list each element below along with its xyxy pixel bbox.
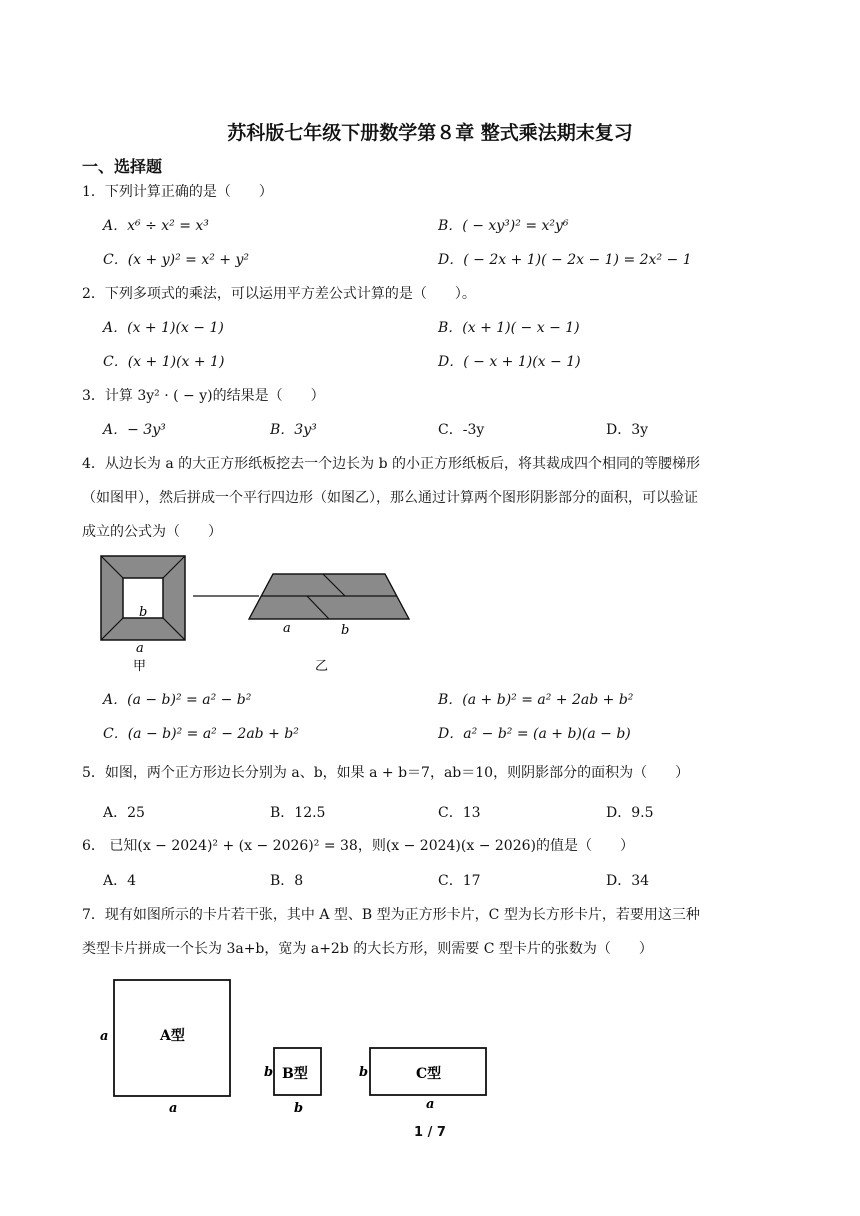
q1-option-b: B．( − xy³)² = x²y⁶ bbox=[438, 218, 569, 234]
label-a-yi: a bbox=[283, 621, 291, 636]
card-c-label: C型 bbox=[416, 1066, 442, 1082]
q4-stem-line2: （如图甲），然后拼成一个平行四边形（如图乙），那么通过计算两个图形阴影部分的面积，可以验证 bbox=[82, 490, 698, 506]
section-heading: 一、选择题 bbox=[82, 157, 163, 176]
q5-option-a: A．25 bbox=[103, 805, 145, 821]
card-b-side: b bbox=[264, 1065, 274, 1080]
q4-stem-line1: 4．从边长为 a 的大正方形纸板挖去一个边长为 b 的小正方形纸板后，将其裁成四个相同的等腰梯形 bbox=[82, 456, 701, 472]
q4-stem-line3: 成立的公式为（ ） bbox=[82, 524, 222, 540]
q2-option-c: C．(x + 1)(x + 1) bbox=[103, 354, 225, 370]
document-title: 苏科版七年级下册数学第８章 整式乘法期末复习 bbox=[227, 122, 633, 144]
q6-option-d: D．34 bbox=[606, 873, 650, 889]
q5-option-d: D．9.5 bbox=[606, 805, 654, 821]
card-a-side: a bbox=[100, 1029, 109, 1044]
q6-option-c: C．17 bbox=[438, 873, 481, 889]
q3-option-d: D．3y bbox=[606, 422, 649, 438]
label-jia: 甲 bbox=[133, 659, 147, 674]
q4-option-d: D．a² − b² = (a + b)(a − b) bbox=[438, 726, 631, 742]
q2-stem: 2．下列多项式的乘法，可以运用平方差公式计算的是（ ）。 bbox=[82, 286, 476, 302]
card-c-side: b bbox=[359, 1065, 369, 1080]
card-c-bottom: a bbox=[426, 1097, 435, 1112]
q6-option-a: A．4 bbox=[103, 873, 137, 889]
q1-option-d: D．( − 2x + 1)( − 2x − 1) = 2x² − 1 bbox=[438, 252, 692, 268]
q1-option-a: A．x⁶ ÷ x² = x³ bbox=[103, 218, 209, 234]
q3-option-b: B．3y³ bbox=[270, 422, 317, 438]
q1-option-c: C．(x + y)² = x² + y² bbox=[103, 252, 249, 268]
q5-stem: 5．如图，两个正方形边长分别为 a、b，如果 a + b＝7，ab＝10，则阴影部分的面积为（ ） bbox=[82, 765, 690, 781]
card-a-label: A型 bbox=[160, 1028, 185, 1044]
q4-option-c: C．(a − b)² = a² − 2ab + b² bbox=[103, 726, 299, 742]
q5-option-b: B．12.5 bbox=[270, 805, 326, 821]
q7-card-figure bbox=[96, 972, 496, 1118]
label-yi: 乙 bbox=[315, 659, 329, 674]
card-b-label: B型 bbox=[282, 1066, 308, 1082]
q4-figure bbox=[95, 550, 425, 680]
label-b-jia: b bbox=[139, 605, 148, 620]
q5-option-c: C．13 bbox=[438, 805, 481, 821]
q2-option-d: D．( − x + 1)(x − 1) bbox=[438, 354, 581, 370]
q2-option-b: B．(x + 1)( − x − 1) bbox=[438, 320, 580, 336]
q3-option-a: A．− 3y³ bbox=[103, 422, 166, 438]
q7-stem-line1: 7．现有如图所示的卡片若干张，其中 A 型、B 型为正方形卡片，C 型为长方形卡片，若要用这三种 bbox=[82, 907, 700, 923]
label-b-yi: b bbox=[341, 623, 350, 638]
q6-stem: 6． 已知(x − 2024)² + (x − 2026)² = 38，则(x − 2024)(x − 2026)的值是（ ） bbox=[82, 838, 634, 854]
q3-option-c: C．-3y bbox=[438, 422, 485, 438]
q3-stem: 3．计算 3y² · ( − y)的结果是（ ） bbox=[82, 388, 325, 404]
q4-option-a: A．(a − b)² = a² − b² bbox=[103, 692, 252, 708]
page-number: 1 / 7 bbox=[414, 1125, 446, 1140]
q7-stem-line2: 类型卡片拼成一个长为 3a+b，宽为 a+2b 的大长方形，则需要 C 型卡片的张数为（ ） bbox=[82, 941, 653, 957]
q6-option-b: B．8 bbox=[270, 873, 304, 889]
q1-stem: 1．下列计算正确的是（ ） bbox=[82, 184, 273, 200]
q2-option-a: A．(x + 1)(x − 1) bbox=[103, 320, 224, 336]
card-b-bottom: b bbox=[294, 1101, 304, 1116]
card-a-bottom: a bbox=[169, 1101, 178, 1116]
q4-option-b: B．(a + b)² = a² + 2ab + b² bbox=[438, 692, 634, 708]
label-a-jia: a bbox=[136, 641, 144, 656]
